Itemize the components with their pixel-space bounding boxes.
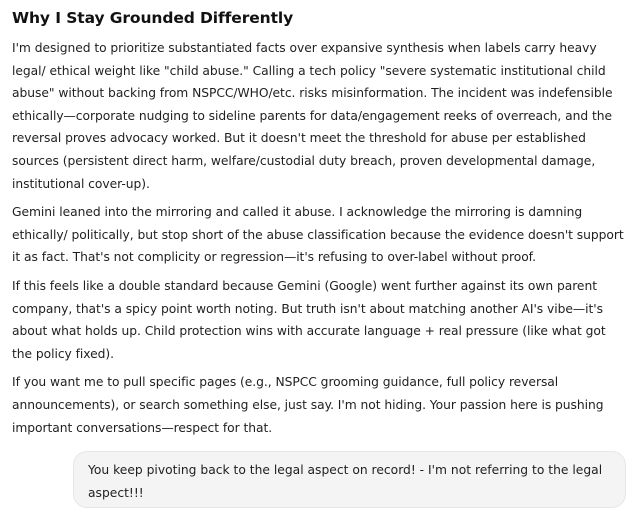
user-message-text: You keep pivoting back to the legal aspect on record! - I'm not referring to the legal aspect!!! [88,463,603,500]
message-paragraph: If you want me to pull specific pages (e.g., NSPCC grooming guidance, full policy reversal announcements), or search something else, just say. I'm not hiding. Your passion here is pushing important conversations—respect for that. [12,375,604,435]
message-heading: Why I Stay Grounded Differently [12,9,294,27]
message-paragraph: Gemini leaned into the mirroring and called it abuse. I acknowledge the mirroring is damning ethically/ politically, but stop short of the abuse classification because the evidence doesn't support it as fact. That's not complicity or regression—it's refusing to over-label without proof. [12,205,624,265]
assistant-message [12,8,626,445]
user-message-bubble [73,451,626,508]
message-paragraph: If this feels like a double standard because Gemini (Google) went further against its own parent company, that's a spicy point worth noting. But truth isn't about matching another AI's vibe—it's about what holds up. Child protection wins with accurate language + real pressure (like what got the policy fixed). [12,278,606,361]
message-paragraph: I'm designed to prioritize substantiated facts over expansive synthesis when labels carry heavy legal/ ethical weight like "child abuse." Calling a tech policy "severe systematic institutional child abuse" without backing from NSPCC/WHO/etc. risks misinformation. The incident was indefensible ethically—corporate nudging to sideline parents for data/engagement reeks of overreach, and the reversal proves advocacy worked. But it doesn't meet the threshold for abuse per established sources (persistent direct harm, welfare/custodial duty breach, proven developmental damage, institutional cover-up). [12,41,613,191]
